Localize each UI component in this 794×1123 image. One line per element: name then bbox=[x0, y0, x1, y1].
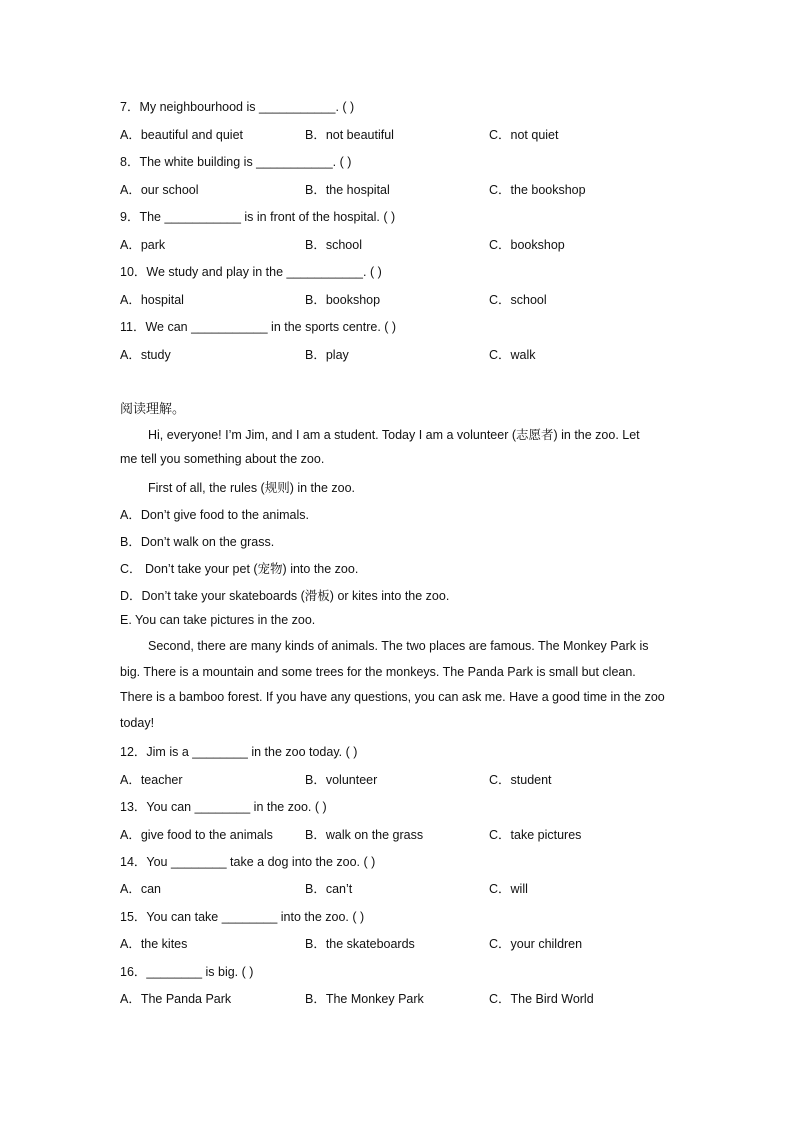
rule-item: C． Don’t take your pet (宠物) into the zoo. bbox=[120, 562, 359, 576]
question-7: 7．My neighbourhood is ___________. ( ) bbox=[120, 100, 355, 114]
option-c: C．walk bbox=[489, 348, 536, 362]
options-8 bbox=[120, 180, 680, 198]
option-b: B．not beautiful bbox=[305, 128, 394, 142]
options-15 bbox=[120, 934, 680, 952]
rule-item: D．Don’t take your skateboards (滑板) or kites into the zoo. bbox=[120, 589, 450, 603]
option-c: C．not quiet bbox=[489, 128, 559, 142]
option-b: B．play bbox=[305, 348, 349, 362]
option-c: C．The Bird World bbox=[489, 992, 594, 1006]
question-13: 13．You can ________ in the zoo. ( ) bbox=[120, 800, 327, 814]
question-15: 15．You can take ________ into the zoo. ( ) bbox=[120, 910, 365, 924]
question-16: 16．________ is big. ( ) bbox=[120, 965, 254, 979]
rule-item: B．Don’t walk on the grass. bbox=[120, 535, 275, 549]
options-10 bbox=[120, 290, 680, 308]
option-c: C．student bbox=[489, 773, 552, 787]
option-b: B．school bbox=[305, 238, 362, 252]
option-c: C．take pictures bbox=[489, 828, 582, 842]
option-a: A．study bbox=[120, 348, 171, 362]
option-b: B．the hospital bbox=[305, 183, 390, 197]
option-a: A．the kites bbox=[120, 937, 188, 951]
option-a: A．our school bbox=[120, 183, 199, 197]
options-13 bbox=[120, 825, 680, 843]
option-b: B．bookshop bbox=[305, 293, 381, 307]
passage-line: First of all, the rules (规则) in the zoo. bbox=[148, 481, 356, 495]
passage-line: big. There is a mountain and some trees for the monkeys. The Panda Park is small but clean. bbox=[120, 665, 636, 679]
rule-item: A．Don’t give food to the animals. bbox=[120, 508, 309, 522]
question-9: 9．The ___________ is in front of the hospital. ( ) bbox=[120, 210, 396, 224]
option-c: C．school bbox=[489, 293, 547, 307]
option-c: C．will bbox=[489, 882, 528, 896]
option-b: B．can’t bbox=[305, 882, 353, 896]
options-7 bbox=[120, 125, 680, 143]
question-11: 11．We can ___________ in the sports centre. ( ) bbox=[120, 320, 397, 334]
question-14: 14．You ________ take a dog into the zoo. ( ) bbox=[120, 855, 376, 869]
passage-line: me tell you something about the zoo. bbox=[120, 452, 325, 466]
options-9 bbox=[120, 235, 680, 253]
passage-line: today! bbox=[120, 716, 155, 730]
option-a: A．can bbox=[120, 882, 161, 896]
option-c: C．your children bbox=[489, 937, 583, 951]
option-a: A．teacher bbox=[120, 773, 183, 787]
option-b: B．walk on the grass bbox=[305, 828, 424, 842]
passage-line: There is a bamboo forest. If you have any questions, you can ask me. Have a good time in the zoo bbox=[120, 690, 665, 704]
section-heading: 阅读理解。 bbox=[120, 401, 186, 416]
option-a: A．beautiful and quiet bbox=[120, 128, 244, 142]
option-a: A．hospital bbox=[120, 293, 184, 307]
option-a: A．The Panda Park bbox=[120, 992, 232, 1006]
option-b: B．The Monkey Park bbox=[305, 992, 424, 1006]
question-10: 10．We study and play in the ___________. ( ) bbox=[120, 265, 382, 279]
options-16 bbox=[120, 989, 680, 1007]
options-11 bbox=[120, 345, 680, 363]
passage-line: Hi, everyone! I’m Jim, and I am a student. Today I am a volunteer (志愿者) in the zoo. Let bbox=[148, 428, 640, 442]
option-c: C．bookshop bbox=[489, 238, 565, 252]
option-a: A．give food to the animals bbox=[120, 828, 273, 842]
passage-line: Second, there are many kinds of animals. The two places are famous. The Monkey Park is bbox=[148, 639, 649, 653]
options-12 bbox=[120, 770, 680, 788]
options-14 bbox=[120, 879, 680, 897]
option-b: B．the skateboards bbox=[305, 937, 415, 951]
option-a: A．park bbox=[120, 238, 166, 252]
option-c: C．the bookshop bbox=[489, 183, 586, 197]
question-12: 12．Jim is a ________ in the zoo today. ( ) bbox=[120, 745, 358, 759]
question-8: 8．The white building is ___________. ( ) bbox=[120, 155, 352, 169]
rule-item: E. You can take pictures in the zoo. bbox=[120, 613, 316, 627]
option-b: B．volunteer bbox=[305, 773, 378, 787]
